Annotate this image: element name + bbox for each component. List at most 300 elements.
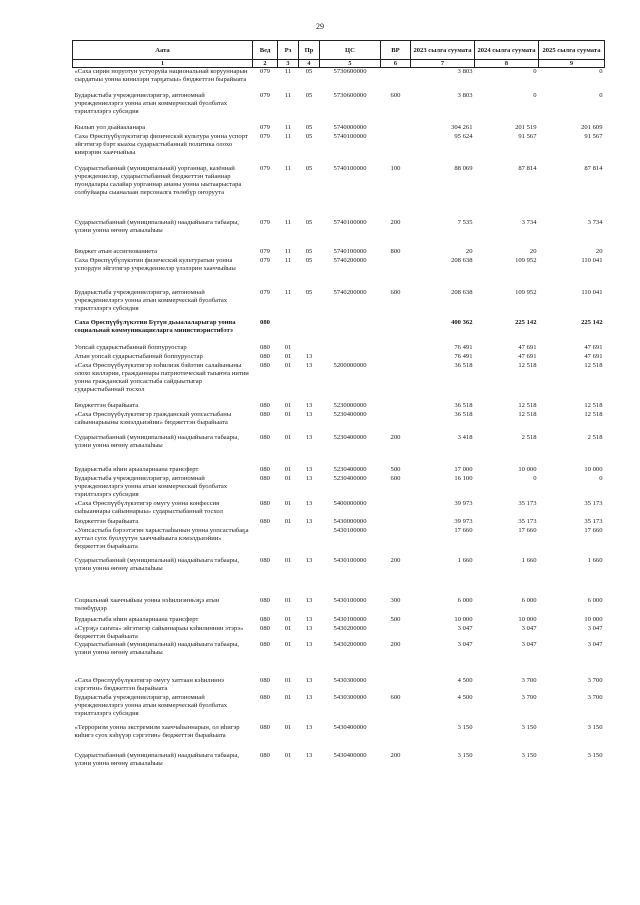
header-cell-pr: Пр [299, 41, 320, 60]
amount-2024-cell: 17 660 [518, 526, 537, 534]
cs-cell: 5230400000 [333, 474, 367, 482]
rz-cell: 01 [284, 433, 292, 441]
ved-cell: 080 [260, 499, 270, 507]
table-body [73, 68, 605, 772]
amount-2024-cell: 2 518 [521, 433, 537, 441]
amount-2025-cell: 10 000 [584, 465, 603, 473]
amount-2025-cell: 0 [599, 68, 603, 75]
cs-cell: 5430300000 [333, 693, 367, 701]
pr-cell: 05 [305, 123, 313, 131]
amount-2023-cell: 20 [465, 247, 473, 255]
cs-cell: 5730600000 [333, 68, 367, 75]
vr-cell [381, 402, 411, 411]
table-row [73, 362, 605, 402]
pr-cell: 05 [305, 247, 313, 255]
ved-cell: 080 [260, 401, 270, 409]
ved-cell: 080 [260, 352, 270, 360]
amount-2024-cell: 12 518 [518, 401, 537, 409]
cs-cell [320, 344, 381, 353]
table-row [73, 752, 605, 772]
amount-2023-cell: 3 150 [457, 751, 473, 759]
ved-cell [253, 527, 278, 557]
cs-cell: 5230400000 [333, 433, 367, 441]
rz-cell [278, 527, 299, 557]
cs-cell: 5740100000 [333, 164, 367, 172]
pr-cell: 13 [305, 676, 313, 684]
cs-cell: 5740100000 [333, 132, 367, 140]
column-number: 4 [299, 60, 320, 68]
table-row [73, 434, 605, 466]
ved-cell: 080 [260, 410, 270, 418]
table-row [73, 518, 605, 527]
table-row [73, 466, 605, 475]
vr-cell: 100 [390, 164, 401, 172]
header-cell-cs: ЦС [320, 41, 381, 60]
amount-2024-cell: 3 047 [521, 640, 537, 648]
table-row [73, 319, 605, 344]
vr-cell [381, 500, 411, 518]
amount-2023-cell: 17 660 [454, 526, 473, 534]
amount-2023-cell: 4 500 [457, 676, 473, 684]
header-cell-rz: Рз [278, 41, 299, 60]
amount-2025-cell: 47 691 [584, 352, 603, 360]
amount-2024-cell: 109 952 [515, 288, 537, 296]
amount-2024-cell: 20 [529, 247, 537, 255]
amount-2025-cell: 10 000 [584, 615, 603, 623]
vr-cell: 200 [390, 640, 401, 648]
rz-cell: 01 [284, 343, 292, 351]
amount-2023-cell: 36 518 [454, 361, 473, 369]
vr-cell [381, 344, 411, 353]
amount-2025-cell: 12 518 [584, 410, 603, 418]
rz-cell: 11 [284, 123, 292, 131]
pr-cell: 13 [305, 723, 313, 731]
rz-cell [278, 319, 299, 344]
ved-cell: 079 [260, 68, 270, 75]
rz-cell: 01 [284, 751, 292, 759]
cs-cell: 5740000000 [333, 123, 367, 131]
cs-cell: 5430200000 [333, 624, 367, 632]
ved-cell: 079 [260, 218, 270, 226]
vr-cell [381, 724, 411, 752]
amount-2025-cell: 47 691 [584, 343, 603, 351]
rz-cell: 11 [284, 218, 292, 226]
rz-cell: 01 [284, 615, 292, 623]
rz-cell: 01 [284, 474, 292, 482]
table-row [73, 557, 605, 597]
table-row [73, 527, 605, 557]
amount-2025-cell: 0 [599, 474, 603, 482]
rz-cell: 11 [284, 91, 292, 99]
header-cell-vr: ВР [381, 41, 411, 60]
row-name-cell: «Сүрэҕэ саҥата» эйгэтигэр сайыннарыы кэһилиннин этэрэ» бюджеттэн бырайыата [74, 624, 244, 640]
pr-cell [299, 319, 320, 344]
vr-cell: 600 [390, 474, 401, 482]
ved-cell: 079 [260, 91, 270, 99]
cs-cell: 5230400000 [333, 410, 367, 418]
amount-2024-cell: 12 518 [518, 410, 537, 418]
amount-2024-cell: 3 734 [521, 218, 537, 226]
ved-cell: 079 [260, 164, 270, 172]
ved-cell: 079 [260, 288, 270, 296]
row-name-cell: Сударыстыбаннай (муниципальнай) уорганнар, казённай учреждениелэр, сударыстыбаннай бюджеттэн тайаннар пуондалары салайар уорганнар ананы уонна ыытаарыстара солбуйаары сыаналаан персоналга төлөбүр оҥоруута [74, 164, 242, 196]
rz-cell: 01 [284, 410, 292, 418]
row-name-cell: Бударыстыба иһин арыаларнаана трансферт [74, 465, 199, 473]
vr-cell: 200 [390, 433, 401, 441]
amount-2023-cell: 39 973 [454, 499, 473, 507]
amount-2024-cell: 3 700 [521, 676, 537, 684]
table-row [73, 133, 605, 165]
amount-2024-cell: 87 814 [518, 164, 537, 172]
amount-2025-cell: 87 814 [584, 164, 603, 172]
amount-2023-cell: 3 047 [457, 640, 473, 648]
amount-2023-cell: 3 803 [457, 91, 473, 99]
pr-cell [299, 527, 320, 557]
row-name-cell: Бударыстыба иһин арыаларнаана трансферт [74, 615, 199, 623]
pr-cell: 13 [305, 401, 313, 409]
table-row [73, 475, 605, 500]
amount-2023-cell: 76 491 [454, 352, 473, 360]
row-name-cell: Сударыстыбаннай (муниципальнай) наадыйыыга табаары, үлэни уонна өҥөнү атыылаһыы [74, 433, 240, 449]
cs-cell: 5740100000 [333, 218, 367, 226]
cs-cell: 5200000000 [333, 361, 367, 369]
table-row [73, 257, 605, 289]
rz-cell: 01 [284, 640, 292, 648]
rz-cell: 01 [284, 596, 292, 604]
table-row [73, 124, 605, 133]
column-number: 8 [475, 60, 539, 68]
amount-2023-cell: 208 638 [451, 256, 473, 264]
ved-cell: 080 [260, 318, 270, 326]
rz-cell: 01 [284, 401, 292, 409]
vr-cell [381, 518, 411, 527]
amount-2023-cell: 16 100 [454, 474, 473, 482]
table-row [73, 641, 605, 677]
amount-2024-cell: 35 173 [518, 517, 537, 525]
ved-cell: 080 [260, 596, 270, 604]
amount-2024-cell: 6 000 [521, 596, 537, 604]
row-name-cell: Бюджеттэн бырайыата [74, 517, 139, 525]
amount-2025-cell: 12 518 [584, 361, 603, 369]
pr-cell: 05 [305, 164, 313, 172]
amount-2025-cell: 3 150 [587, 751, 603, 759]
header-cell-2025: 2025 сылга суумата [539, 41, 605, 60]
vr-cell: 500 [390, 615, 401, 623]
amount-2025-cell: 17 660 [584, 526, 603, 534]
table-row [73, 402, 605, 411]
cs-cell: 5430100000 [333, 526, 367, 534]
amount-2025-cell: 225 142 [581, 318, 603, 326]
amount-2023-cell: 208 638 [451, 288, 473, 296]
amount-2024-cell: 3 150 [521, 723, 537, 731]
ved-cell: 080 [260, 723, 270, 731]
cs-cell [320, 319, 381, 344]
row-name-cell: Кылып уол дьайааланара [74, 123, 146, 131]
ved-cell: 079 [260, 123, 270, 131]
pr-cell: 13 [305, 361, 313, 369]
amount-2023-cell: 3 803 [457, 68, 473, 75]
rz-cell: 01 [284, 499, 292, 507]
amount-2023-cell: 3 418 [457, 433, 473, 441]
table-row [73, 677, 605, 694]
column-number: 9 [539, 60, 605, 68]
column-number: 1 [73, 60, 253, 68]
table-row [73, 344, 605, 353]
rz-cell: 11 [284, 132, 292, 140]
ved-cell: 080 [260, 343, 270, 351]
row-name-cell: «Саха Өрөспүүбүлүкэтигэр омугу хаттаан кэһилиннэ сэргэтин» бюджеттэн бырайыата [74, 676, 224, 692]
cs-cell: 5740200000 [333, 256, 367, 264]
rz-cell: 01 [284, 352, 292, 360]
row-name-cell: «Саха Өрөспүүбүлүкэтигэр гражданскай уопсастыбаны сайыннарыыны кэмэлдьиэйии» бюджеттэн бырайыата [74, 410, 232, 426]
table-row [73, 411, 605, 434]
vr-cell: 600 [390, 91, 401, 99]
row-name-cell: Саха Өрөспүүбүлүкэтигэр физическэй культура уонна успорт эйгэтигэр бэрт кыахы сударыстыбаннай политика олохо киирэрин хааччыйыы [74, 132, 248, 156]
table-row [73, 219, 605, 248]
vr-cell [381, 319, 411, 344]
amount-2023-cell: 17 000 [454, 465, 473, 473]
pr-cell: 05 [305, 218, 313, 226]
ved-cell: 080 [260, 465, 270, 473]
cs-cell: 5430100000 [333, 596, 367, 604]
ved-cell: 080 [260, 676, 270, 684]
ved-cell: 080 [260, 556, 270, 564]
ved-cell: 080 [260, 624, 270, 632]
budget-table [72, 40, 605, 772]
pr-cell: 13 [305, 615, 313, 623]
vr-cell: 500 [390, 465, 401, 473]
amount-2024-cell: 3 700 [521, 693, 537, 701]
table-row [73, 724, 605, 752]
amount-2023-cell: 10 000 [454, 615, 473, 623]
amount-2023-cell: 3 150 [457, 723, 473, 731]
table-row [73, 289, 605, 319]
column-number: 7 [411, 60, 475, 68]
amount-2025-cell: 3 150 [587, 723, 603, 731]
table-row [73, 165, 605, 219]
vr-cell: 300 [390, 596, 401, 604]
ved-cell: 080 [260, 640, 270, 648]
rz-cell: 01 [284, 693, 292, 701]
pr-cell: 13 [305, 640, 313, 648]
header-cell-ved: Вед [253, 41, 278, 60]
table-row [73, 500, 605, 518]
row-name-cell: «Саха сирин норуотун устуоруйа национальнай корууннарын сырдатыы уонна кинилэри тарҕатыы» бюджеттэн бырайыата [74, 68, 248, 83]
amount-2023-cell: 3 047 [457, 624, 473, 632]
pr-cell: 13 [305, 624, 313, 632]
vr-cell: 600 [390, 693, 401, 701]
cs-cell: 5430100000 [333, 556, 367, 564]
rz-cell: 01 [284, 465, 292, 473]
header-cell-name: Аата [73, 41, 253, 60]
vr-cell: 200 [390, 218, 401, 226]
row-name-cell: Сударыстыбаннай (муниципальнай) наадыйыыга табаары, үлэни уонна өҥөнү атыылаһыы [74, 640, 240, 656]
cs-cell: 5400000000 [333, 499, 367, 507]
pr-cell: 13 [305, 596, 313, 604]
cs-cell: 5430100000 [333, 615, 367, 623]
amount-2025-cell: 201 609 [581, 123, 603, 131]
row-name-cell: Сударыстыбаннай (муниципальнай) наадыйыыга табаары, үлэни уонна өҥөнү атыылаһыы [74, 556, 240, 572]
amount-2024-cell: 10 000 [518, 615, 537, 623]
pr-cell: 13 [305, 474, 313, 482]
amount-2023-cell: 39 973 [454, 517, 473, 525]
rz-cell: 11 [284, 256, 292, 264]
column-number: 2 [253, 60, 278, 68]
amount-2024-cell: 3 150 [521, 751, 537, 759]
vr-cell [381, 353, 411, 362]
row-name-cell: Сударыстыбаннай (муниципальнай) наадыйыыга табаары, үлэни уонна өҥөнү атыылаһыы [74, 751, 240, 767]
amount-2024-cell: 10 000 [518, 465, 537, 473]
amount-2024-cell: 225 142 [515, 318, 537, 326]
cs-cell: 5740200000 [333, 288, 367, 296]
amount-2024-cell: 1 660 [521, 556, 537, 564]
amount-2023-cell: 7 535 [457, 218, 473, 226]
cs-cell: 5740100000 [333, 247, 367, 255]
rz-cell: 11 [284, 68, 292, 75]
amount-2025-cell: 0 [599, 91, 603, 99]
row-name-cell: «Уопсастыба бэрээтэгин харыстааһынын уонна уопсастыбаҕа куттал суох буолуутун хааччыйыыга кэмэлдьиэйии» бюджеттэн бырайыата [74, 526, 249, 550]
ved-cell: 079 [260, 132, 270, 140]
amount-2023-cell: 6 000 [457, 596, 473, 604]
vr-cell [381, 527, 411, 557]
amount-2025-cell: 35 173 [584, 517, 603, 525]
pr-cell: 13 [305, 410, 313, 418]
amount-2024-cell: 47 691 [518, 352, 537, 360]
vr-cell: 800 [390, 247, 401, 255]
ved-cell: 080 [260, 615, 270, 623]
amount-2023-cell: 36 518 [454, 410, 473, 418]
ved-cell: 080 [260, 517, 270, 525]
rz-cell: 11 [284, 247, 292, 255]
column-number: 5 [320, 60, 381, 68]
row-name-cell: «Саха Өрөспүүбүлүкэтигэр нэһилиэк бэйэтин салайыныны олохо киллэрии, гражданнары патриотическай тыыҥҥа иитии уонна гражданскай уопсастыба сайдыытыгар сударыстыбаннай тосхол [74, 361, 249, 393]
table-row [73, 68, 605, 92]
cs-cell: 5430200000 [333, 640, 367, 648]
pr-cell: 13 [305, 352, 313, 360]
vr-cell [381, 133, 411, 165]
amount-2025-cell: 3 047 [587, 624, 603, 632]
amount-2025-cell: 6 000 [587, 596, 603, 604]
table-row [73, 353, 605, 362]
vr-cell [381, 625, 411, 641]
amount-2024-cell: 0 [533, 91, 537, 99]
rz-cell: 01 [284, 517, 292, 525]
cs-cell: 5430400000 [333, 723, 367, 731]
amount-2023-cell: 36 518 [454, 401, 473, 409]
cs-cell: 5430400000 [333, 751, 367, 759]
header-row [73, 41, 605, 60]
ved-cell: 080 [260, 693, 270, 701]
table-row [73, 616, 605, 625]
ved-cell: 080 [260, 474, 270, 482]
row-name-cell: Бюджеттэн бырайыата [74, 401, 139, 409]
ved-cell: 080 [260, 751, 270, 759]
row-name-cell: Атын уопсай сударыстыбаннай боппуруостар [74, 352, 203, 360]
vr-cell: 200 [390, 556, 401, 564]
amount-2023-cell: 95 624 [454, 132, 473, 140]
rz-cell: 01 [284, 676, 292, 684]
amount-2024-cell: 0 [533, 474, 537, 482]
amount-2023-cell: 76 491 [454, 343, 473, 351]
amount-2025-cell: 2 518 [587, 433, 603, 441]
vr-cell: 200 [390, 751, 401, 759]
amount-2024-cell: 0 [533, 68, 537, 75]
ved-cell: 079 [260, 256, 270, 264]
amount-2025-cell: 12 518 [584, 401, 603, 409]
pr-cell: 05 [305, 91, 313, 99]
pr-cell: 13 [305, 465, 313, 473]
amount-2025-cell: 91 567 [584, 132, 603, 140]
vr-cell: 600 [390, 288, 401, 296]
cs-cell: 5430300000 [333, 676, 367, 684]
pr-cell: 13 [305, 433, 313, 441]
amount-2023-cell: 1 660 [457, 556, 473, 564]
row-name-cell: Саха Өрөспүүбүлүкэтин физическэй культуратын уонна успордун эйгэтигэр учреждениелэр үлэлэрин хааччыйыы [74, 256, 236, 272]
vr-cell [381, 677, 411, 694]
amount-2024-cell: 35 173 [518, 499, 537, 507]
table-row [73, 92, 605, 124]
row-name-cell: «Саха Өрөспүүбүлүкэтигэр омугу уонна конфессия сыһыаннары сайыннарыы» сударыстыбаннай тосхол [74, 499, 223, 515]
column-number: 3 [278, 60, 299, 68]
pr-cell [299, 344, 320, 353]
amount-2023-cell: 304 261 [451, 123, 473, 131]
amount-2024-cell: 201 519 [515, 123, 537, 131]
ved-cell: 080 [260, 361, 270, 369]
amount-2025-cell: 110 041 [581, 288, 603, 296]
cs-cell [320, 353, 381, 362]
page-number: 29 [316, 22, 324, 31]
amount-2025-cell: 1 660 [587, 556, 603, 564]
column-number-row [73, 60, 605, 68]
row-name-cell: Бюджет атын ассигнованиета [74, 247, 158, 255]
amount-2025-cell: 3 700 [587, 676, 603, 684]
row-name-cell: Уопсай сударыстыбаннай боппуруостар [74, 343, 187, 351]
amount-2024-cell: 3 047 [521, 624, 537, 632]
row-name-cell: Сударыстыбаннай (муниципальнай) наадыйыыга табаары, үлэни уонна өҥөнү атыылаһыы [74, 218, 240, 234]
amount-2024-cell: 47 691 [518, 343, 537, 351]
row-name-cell: Бударыстыба учреждениелэригэр, автономнай учреждениелэргэ уонна атын коммерческай буолбатах тэрилтэлэргэ субсидия [74, 474, 228, 498]
amount-2025-cell: 110 041 [581, 256, 603, 264]
pr-cell: 05 [305, 68, 313, 75]
pr-cell: 05 [305, 256, 313, 264]
header-cell-2023: 2023 сылга суумата [411, 41, 475, 60]
cs-cell: 5230400000 [333, 465, 367, 473]
amount-2023-cell: 4 500 [457, 693, 473, 701]
rz-cell: 01 [284, 556, 292, 564]
cs-cell: 5230000000 [333, 401, 367, 409]
ved-cell: 079 [260, 247, 270, 255]
cs-cell: 5730600000 [333, 91, 367, 99]
amount-2025-cell: 20 [595, 247, 603, 255]
vr-cell [381, 362, 411, 402]
pr-cell: 05 [305, 288, 313, 296]
header-cell-2024: 2024 сылга суумата [475, 41, 539, 60]
row-name-cell: Бударыстыба учреждениелэригэр, автономнай учреждениелэргэ уонна атын коммерческай буолбатах тэрилтэлэргэ субсидия [74, 288, 228, 312]
table-row [73, 694, 605, 724]
cs-cell: 5430000000 [333, 517, 367, 525]
amount-2025-cell: 3 047 [587, 640, 603, 648]
table-row [73, 625, 605, 641]
table-row [73, 248, 605, 257]
rz-cell: 01 [284, 624, 292, 632]
vr-cell [381, 124, 411, 133]
rz-cell: 11 [284, 288, 292, 296]
row-name-cell: Бударыстыба учреждениелэригэр, автономнай учреждениелэргэ уонна атын коммерческай буолбатах тэрилтэлэргэ субсидия [74, 693, 228, 717]
amount-2025-cell: 3 734 [587, 218, 603, 226]
pr-cell: 13 [305, 499, 313, 507]
vr-cell [381, 257, 411, 289]
pr-cell: 05 [305, 132, 313, 140]
